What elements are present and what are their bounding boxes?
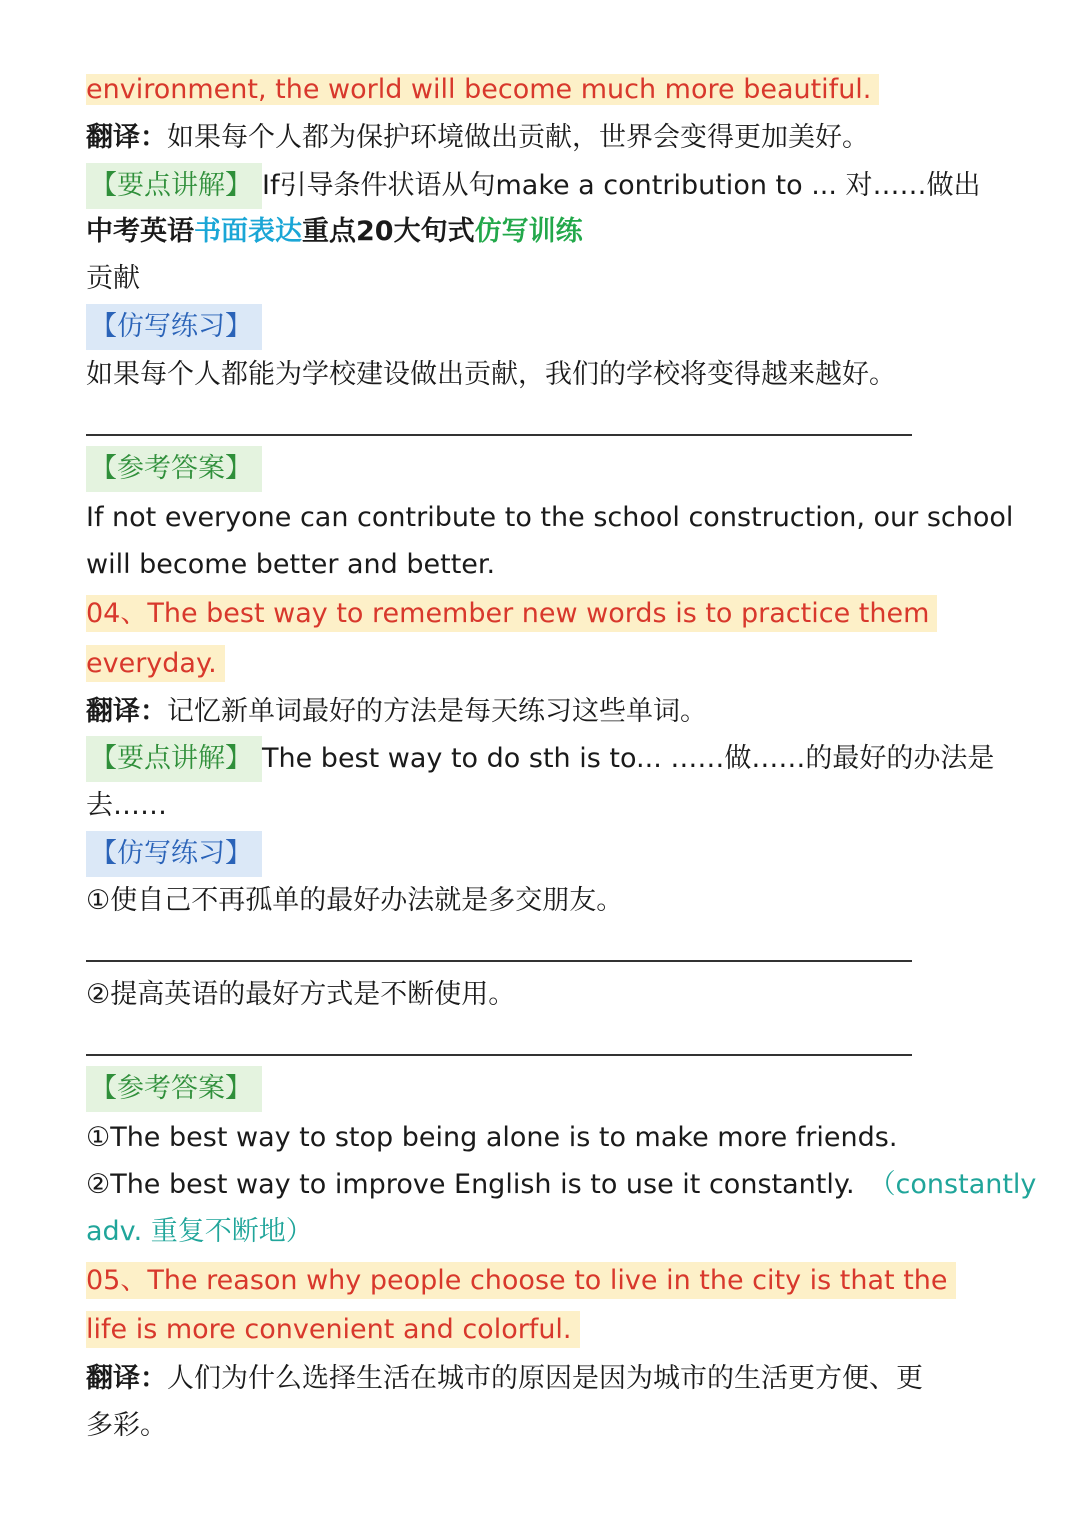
- answer-blank-line[interactable]: [86, 434, 912, 436]
- translation-05-cont: [86, 1404, 167, 1448]
- translation-text: 记忆新单词最好的方法是每天练习这些单词。: [167, 696, 707, 727]
- sentence-04-line2: [86, 642, 225, 686]
- practice-text: 如果每个人都能为学校建设做出贡献，我们的学校将变得越来越好。: [86, 359, 896, 390]
- answer-04-item2: [86, 1163, 1036, 1207]
- answer-text-line1: If not everyone can contribute to the school construction, our school: [86, 502, 1014, 533]
- answer-04-item1: [86, 1116, 897, 1160]
- banner-title: [86, 210, 583, 254]
- key-point-04-cont: [86, 784, 167, 828]
- translation-label: 翻译：: [86, 122, 167, 153]
- answer-blank-line-1[interactable]: [86, 960, 912, 962]
- key-point-text-cont: 贡献: [86, 263, 140, 294]
- key-point-03: [86, 163, 981, 209]
- sentence-03-end: [86, 68, 879, 112]
- answer-04-note-cont: [86, 1210, 313, 1254]
- key-point-text-cont: 去……: [86, 790, 167, 821]
- translation-04: [86, 690, 707, 734]
- translation-text: 如果每个人都为保护环境做出贡献，世界会变得更加美好。: [167, 122, 869, 153]
- banner-part-b: 书面表达: [194, 216, 302, 247]
- practice-label: 【仿写练习】: [86, 831, 262, 877]
- answer-note-cont: adv. 重复不断地）: [86, 1216, 313, 1247]
- practice-04-label: [86, 831, 262, 877]
- answer-text-2: ②The best way to improve English is to use it constantly.: [86, 1169, 855, 1200]
- key-point-label: 【要点讲解】: [86, 163, 262, 209]
- sentence-04-text-line2: everyday.: [86, 645, 225, 682]
- sentence-03-end-text: environment, the world will become much more beautiful.: [86, 74, 879, 105]
- translation-label: 翻译：: [86, 696, 167, 727]
- answer-text-line2: will become better and better.: [86, 549, 496, 580]
- sentence-05-text-line2: life is more convenient and colorful.: [86, 1311, 580, 1348]
- key-point-text: The best way to do sth is to... ……做……的最好的办法是: [262, 743, 995, 774]
- translation-text-cont: 多彩。: [86, 1410, 167, 1441]
- answer-label: 【参考答案】: [86, 1066, 262, 1112]
- translation-03: [86, 116, 869, 160]
- answer-03-line2: [86, 543, 495, 587]
- practice-04-item2: [86, 973, 515, 1017]
- practice-03-label: [86, 304, 262, 350]
- sentence-04-text-line1: 04、The best way to remember new words is to practice them: [86, 595, 937, 632]
- banner-part-a: 中考英语: [86, 216, 194, 247]
- answer-03-label: [86, 446, 262, 492]
- sentence-05-text-line1: 05、The reason why people choose to live in the city is that the: [86, 1262, 956, 1299]
- answer-note: （constantly: [868, 1169, 1037, 1200]
- translation-text: 人们为什么选择生活在城市的原因是因为城市的生活更方便、更: [167, 1363, 923, 1394]
- practice-text-1: ①使自己不再孤单的最好办法就是多交朋友。: [86, 885, 624, 916]
- answer-blank-line-2[interactable]: [86, 1054, 912, 1056]
- key-point-text: If引导条件状语从句make a contribution to ... 对……做出: [262, 170, 981, 201]
- translation-05: [86, 1357, 923, 1401]
- translation-label: 翻译：: [86, 1363, 167, 1394]
- answer-text-1: ①The best way to stop being alone is to make more friends.: [86, 1122, 898, 1153]
- sentence-05-line1: [86, 1259, 956, 1303]
- answer-label: 【参考答案】: [86, 446, 262, 492]
- practice-04-item1: [86, 879, 623, 923]
- banner-part-d: 仿写训练: [474, 216, 583, 247]
- answer-03-line1: [86, 496, 1013, 540]
- sentence-05-line2: [86, 1308, 580, 1352]
- key-point-04: [86, 736, 994, 782]
- banner-part-c: 重点20大句式: [302, 216, 475, 247]
- practice-label: 【仿写练习】: [86, 304, 262, 350]
- practice-text-2: ②提高英语的最好方式是不断使用。: [86, 979, 516, 1010]
- sentence-04-line1: [86, 592, 937, 636]
- practice-03-text: [86, 353, 896, 397]
- key-point-03-cont: [86, 257, 140, 301]
- answer-04-label: [86, 1066, 262, 1112]
- key-point-label: 【要点讲解】: [86, 736, 262, 782]
